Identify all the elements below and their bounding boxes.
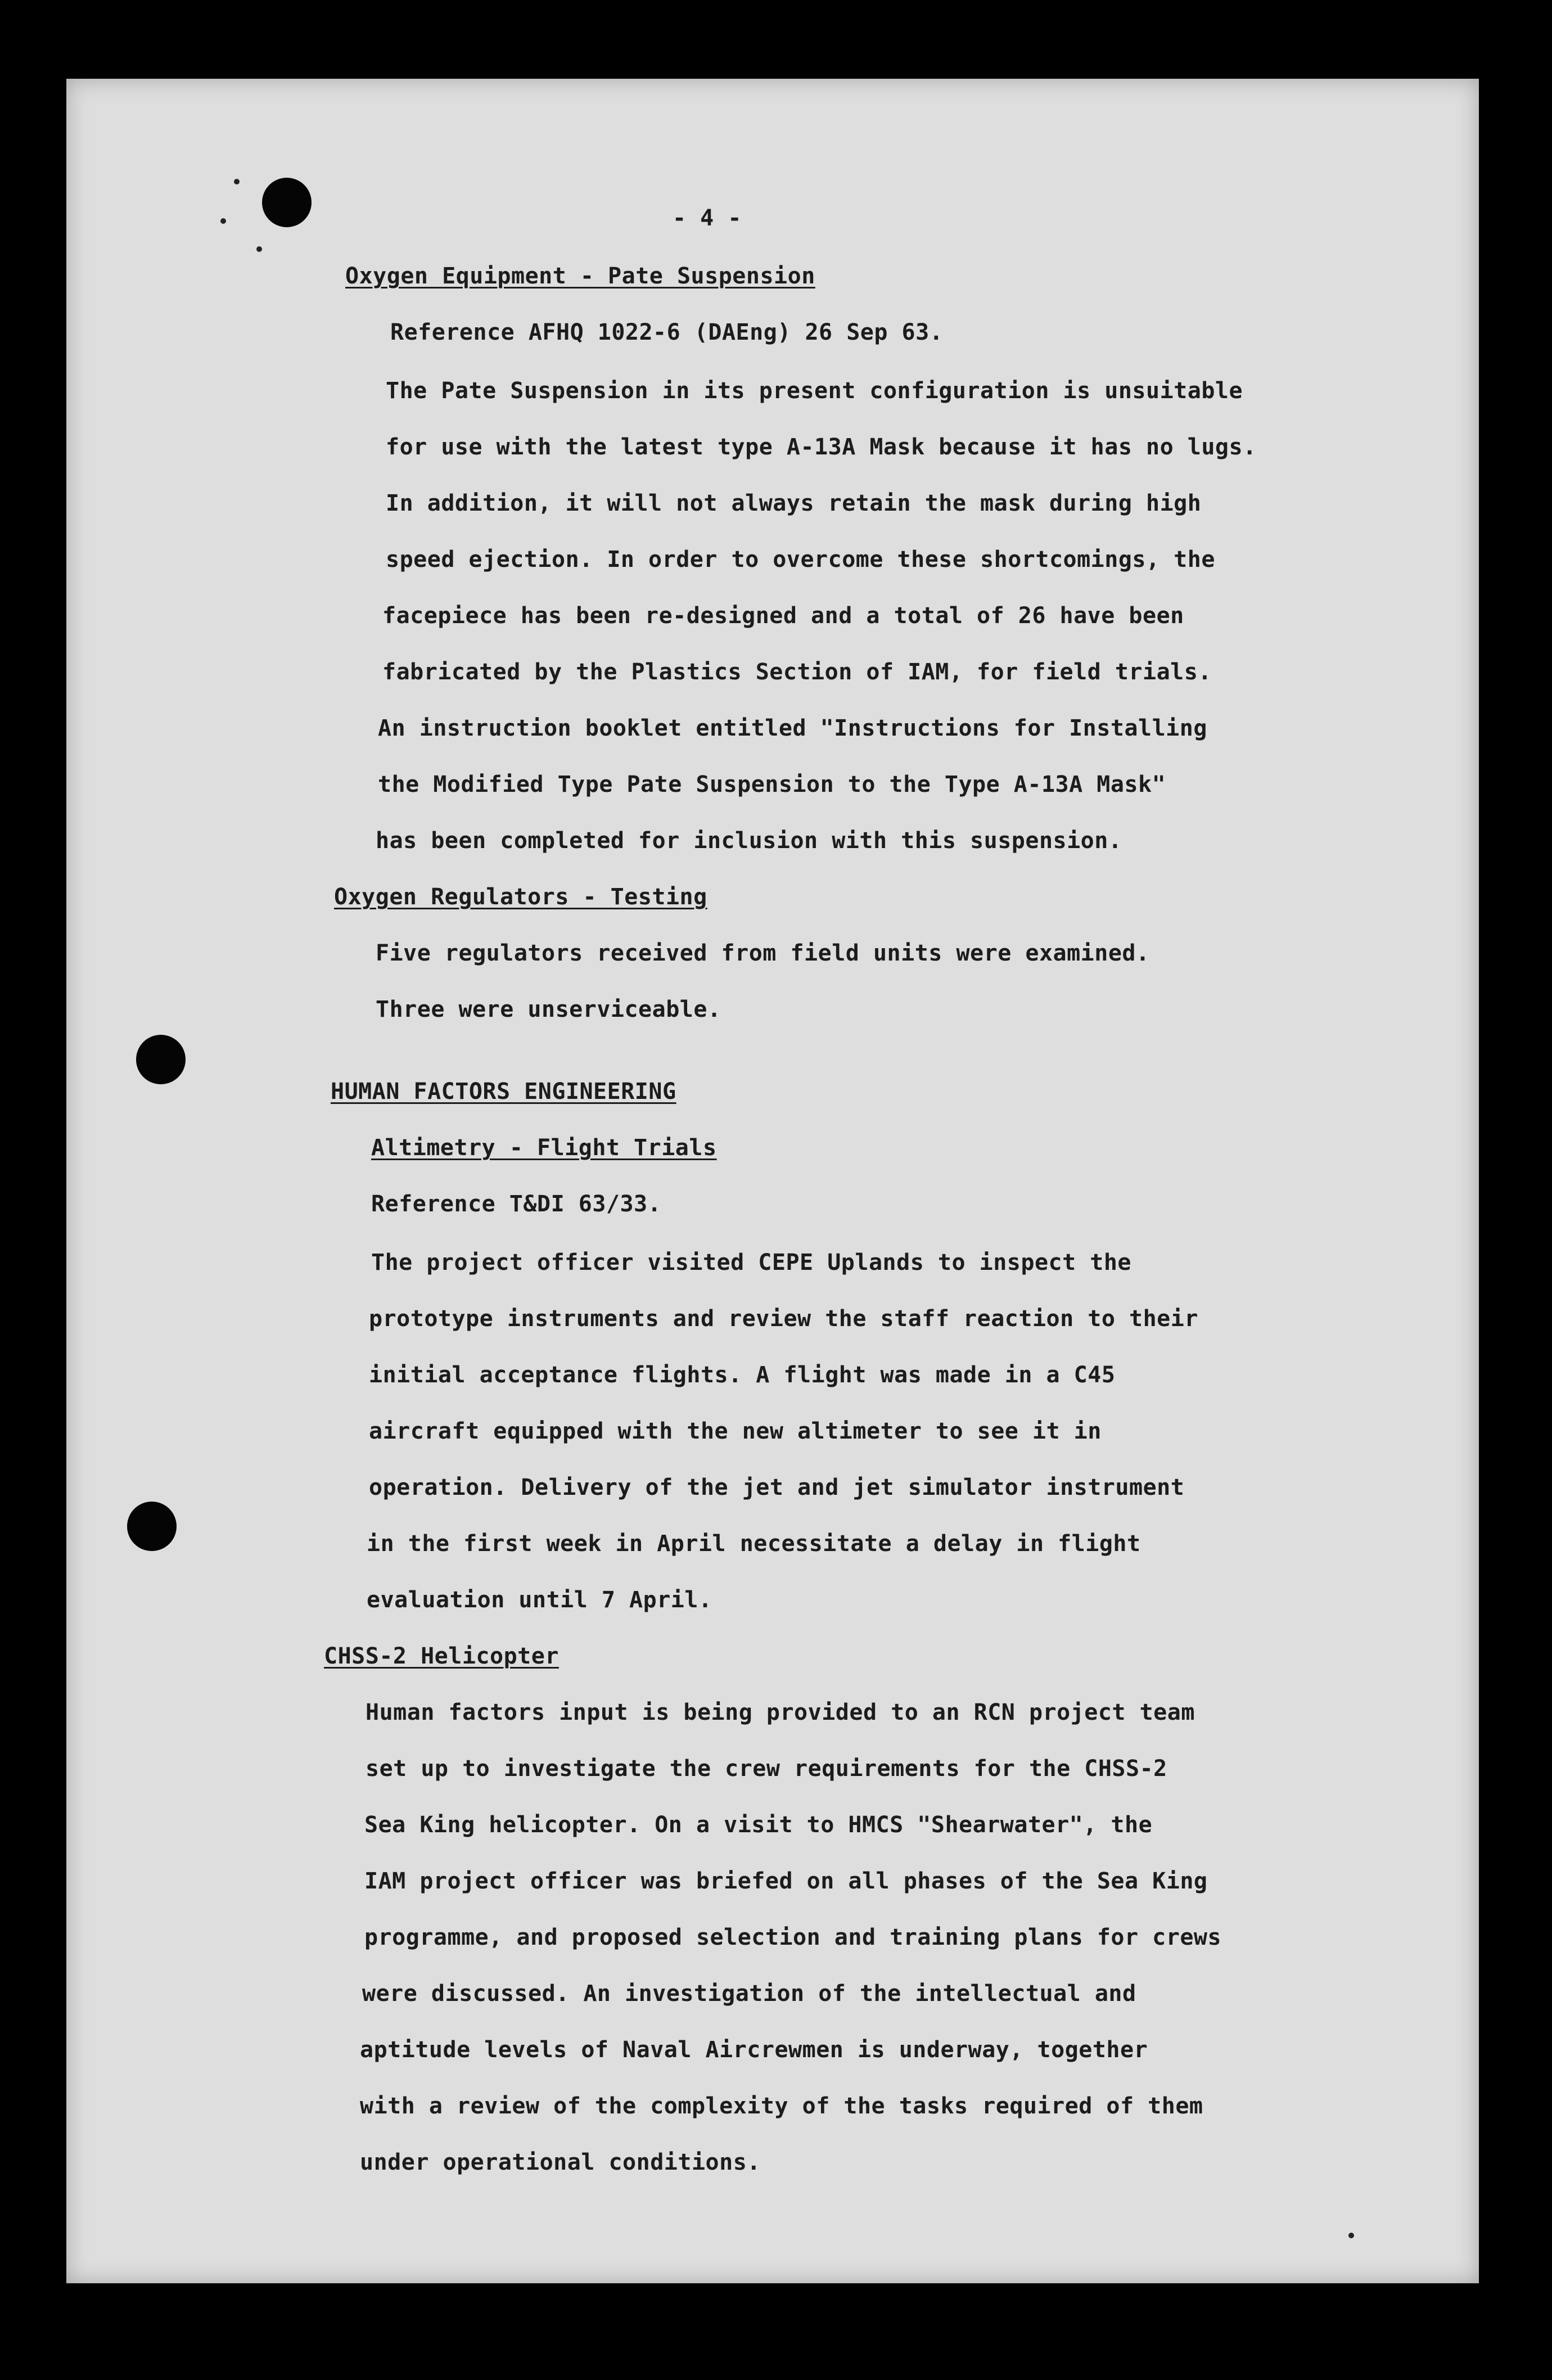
paragraph-line: Human factors input is being provided to an RCN project team	[366, 1700, 1195, 1725]
paragraph-line: fabricated by the Plastics Section of IAM, for field trials.	[382, 659, 1212, 685]
paragraph-line: aircraft equipped with the new altimeter to see it in	[369, 1418, 1102, 1444]
paragraph-line: operation. Delivery of the jet and jet simulator instrument	[369, 1475, 1185, 1500]
paragraph-line: evaluation until 7 April.	[367, 1587, 712, 1613]
heading-human-factors: HUMAN FACTORS ENGINEERING	[331, 1079, 676, 1105]
paragraph-line: has been completed for inclusion with this suspension.	[376, 828, 1122, 854]
paragraph-line: IAM project officer was briefed on all phases of the Sea King	[364, 1868, 1208, 1894]
heading-chss2: CHSS-2 Helicopter	[324, 1643, 559, 1669]
paragraph-line: were discussed. An investigation of the intellectual and	[362, 1981, 1136, 2007]
paragraph-line: Sea King helicopter. On a visit to HMCS "Shearwater", the	[364, 1812, 1153, 1838]
paragraph-line: Three were unserviceable.	[376, 997, 721, 1022]
heading-oxygen-equipment: Oxygen Equipment - Pate Suspension	[345, 263, 815, 289]
reference-oxygen-equipment: Reference AFHQ 1022-6 (DAEng) 26 Sep 63.	[390, 319, 944, 345]
paragraph-line: prototype instruments and review the staff reaction to their	[369, 1306, 1198, 1332]
paragraph-line: the Modified Type Pate Suspension to the Type A-13A Mask"	[378, 772, 1166, 797]
paragraph-line: programme, and proposed selection and training plans for crews	[364, 1924, 1222, 1950]
heading-altimetry: Altimetry - Flight Trials	[371, 1135, 717, 1161]
paragraph-line: in the first week in April necessitate a delay in flight	[367, 1531, 1141, 1557]
reference-altimetry: Reference T&DI 63/33.	[371, 1191, 662, 1217]
paragraph-line: with a review of the complexity of the tasks required of them	[360, 2093, 1203, 2119]
paragraph-line: for use with the latest type A-13A Mask because it has no lugs.	[386, 434, 1257, 460]
paragraph-line: speed ejection. In order to overcome these shortcomings, the	[386, 547, 1215, 573]
paragraph-line: An instruction booklet entitled "Instructions for Installing	[378, 715, 1207, 741]
heading-oxygen-regulators: Oxygen Regulators - Testing	[334, 884, 707, 910]
paragraph-line: The Pate Suspension in its present configuration is unsuitable	[386, 378, 1243, 404]
paragraph-line: aptitude levels of Naval Aircrewmen is underway, together	[360, 2037, 1148, 2063]
paragraph-line: initial acceptance flights. A flight was made in a C45	[369, 1362, 1116, 1388]
page-number: - 4 -	[673, 205, 742, 231]
paragraph-line: under operational conditions.	[360, 2149, 761, 2175]
paragraph-line: The project officer visited CEPE Uplands to inspect the	[371, 1250, 1132, 1275]
paragraph-line: In addition, it will not always retain the mask during high	[386, 490, 1202, 516]
paragraph-line: set up to investigate the crew requirements for the CHSS-2	[366, 1756, 1167, 1782]
paragraph-line: facepiece has been re-designed and a total of 26 have been	[382, 603, 1184, 629]
paragraph-line: Five regulators received from field units were examined.	[376, 940, 1150, 966]
